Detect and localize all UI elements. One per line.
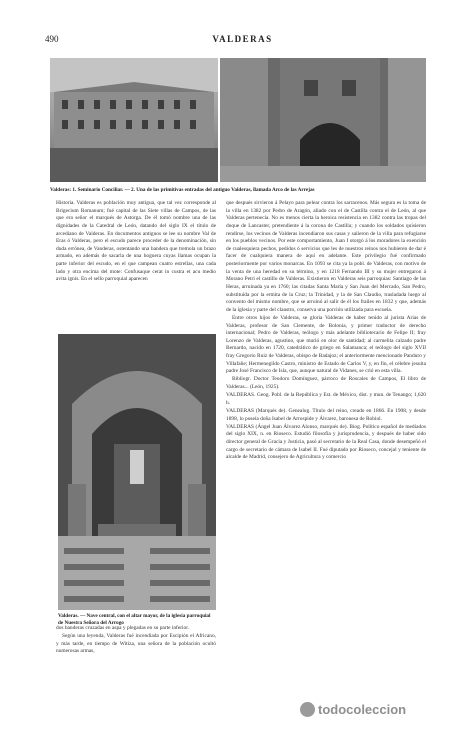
text-column-left-top xyxy=(56,200,216,284)
caption-top-photos: Valderas: 1. Seminario Conciliar. — 2. Una de las primitivas entradas del antiguo Valderas, llamada Arco de las Arrejas xyxy=(50,187,315,193)
watermark xyxy=(300,702,406,717)
watermark-text: todocoleccion xyxy=(318,702,407,717)
page-title: VALDERAS xyxy=(212,34,273,44)
watermark-logo-icon xyxy=(300,702,315,717)
text-column-left-bottom xyxy=(56,625,216,657)
paragraph: Según una leyenda, Valderas fué incendiada por Escipión el Africano, y más tarde, en tiempo de Witiza, una señora de la población ocultó numerosas armas, xyxy=(56,633,216,655)
text-column-right xyxy=(226,200,426,462)
photo-arco-entrada xyxy=(220,58,426,182)
page-number: 490 xyxy=(45,34,59,44)
paragraph: Entre otros hijos de Valderas, se gloria Valderas de haber tenido al jurista Arias de Valderas, profesor de San Clemente, de Bolonia, y primer traductor de derecho internacional; Pedro de Valderas, teólogo y más adelante bibliotecario de Felipe II; fray Lorenzo de Valderas, agustino, que murió en olor de santidad; al carmelita calzado padre Bernardo, nacido en 1720, catedrático de griego en Salamanca; el teólogo del siglo XVII fray Gregorio Ruiz de Valderas, obispo de Badajoz; el anteriormente mencionado Panduro y Villafañe; Hermenegildo Castro, ministro de Estado de Carlos V, y, en fin, el célebre jesuita padre José Francisco de Isla, que, aunque natural de Vidanes, se crió en esta villa. xyxy=(226,314,426,375)
paragraph: que después sirvieron á Pelayo para pelear contra los sarracenos. Más segura es la toma de la villa en 1382 por Pedro de Aragón, aliado con el de Castilla contra el de León, al que Valderas pertenecía. No es menos cierta la heroica resistencia en 1382 contra las tropas del duque de Lancaster, pretendiente á la corona de Castilla; y cuando los soldados quisieron rendirse, los vecinos de Valderas incendiaron sus casas y salieron de la villa para refugiarse en los pueblos vecinos. Por este comportamiento, Juan I otorgó á los moradores la exención de cualesquiera pechos, pedidos ó servicios que les de nuestros reinos nos hubieren de dar é facer de cualquiera manera de aquí en adelante. Este privilegio fué confirmado posteriormente por varios monarcas. En 1093 se cita ya la pobl. de Valderas, con motivo de la venta de una heredad en su término, y en 1218 Fernando III y su mujer entregaron á Morano Petri el castillo de Valderas. Existieron en Valderas seis parroquias: Santiago de las Heras, arruinada ya en 1760; las citadas Santa María y San Juan del Mercado, San Pedro, substituída por la ermita de la Cruz; la Trinidad, y la de San Claudio, trasladada luego al convento del mismo nombre, que se arruinó al salir de él los frailes en 1832 y que, además de la iglesia y parte del claustro, conserva una porción utilizada para escuela. xyxy=(226,200,426,313)
caption-church-photo: Valderas. — Nave central, con el altar mayor, de la iglesia parroquial de Nuestra Señora del Arrogo xyxy=(58,613,211,627)
entry-biography: VALDERAS (Ángel Juan Álvarez Alonso, marqués de). Biog. Político español de mediados del siglo XIX, n. en Rioseco. Estudió filosofía y jurisprudencia, y después de haber sido director general de Gracia y Justicia, pasó al secretario de la Real Casa, donde desempeñó el cargo de secretario de cámara de Isabel II. Fué diputado por Rioseco, concejal y teniente de alcalde de Madrid, consejero de Agricultura y comercio xyxy=(226,423,426,461)
paragraph: Historia. Valderas es población muy antigua, que tal vez corresponde al Brigecium Romanum; fué capital de las Siete villas de Campos, de las que era señor el marqués de Astorga. De él tomó nombre una de las dignidades de la Catedral de León, datando del siglo IX el título de arcediano de Valderas. En documentos antiguos se lee su nombre Val de Eras ó Valderas, pero el escudo parece proceder de la denominación, sin duda errónea, de Vanderas, ostentando una bandera que tremola un brazo armado, en además de sacarla de una hoguera cuyas llamas ocupan la parte inferior del escudo, en el que campean cuatro estrellas, una cada lado y otra encima del mote: Confusaque cerat in custra et acu medio avita ignis. En el sello parroquial aparecen xyxy=(56,200,216,283)
paragraph: Bibliogr. Doctor Teodoro Domínguez, párroco de Roscales de Campos, El libro de Valderas... (León, 1925). xyxy=(226,376,426,390)
photo-nave-central-iglesia xyxy=(58,334,216,610)
entry-geography: VALDERAS. Geog. Pobl. de la República y Est. de México, dist. y mun. de Tenango; 1,620 h. xyxy=(226,392,426,406)
paragraph: dos banderas cruzadas en aspa y plegadas en su parte inferior. xyxy=(56,625,190,631)
entry-marques: VALDERAS (Marqués de). Genealog. Título del reino, creado en 1866. En 1908, y desde 1898, lo poseía doña Isabel de Arrospide y Álvarez, baronesa de Robiol. xyxy=(226,407,426,422)
photo-seminario-conciliar xyxy=(50,58,218,182)
